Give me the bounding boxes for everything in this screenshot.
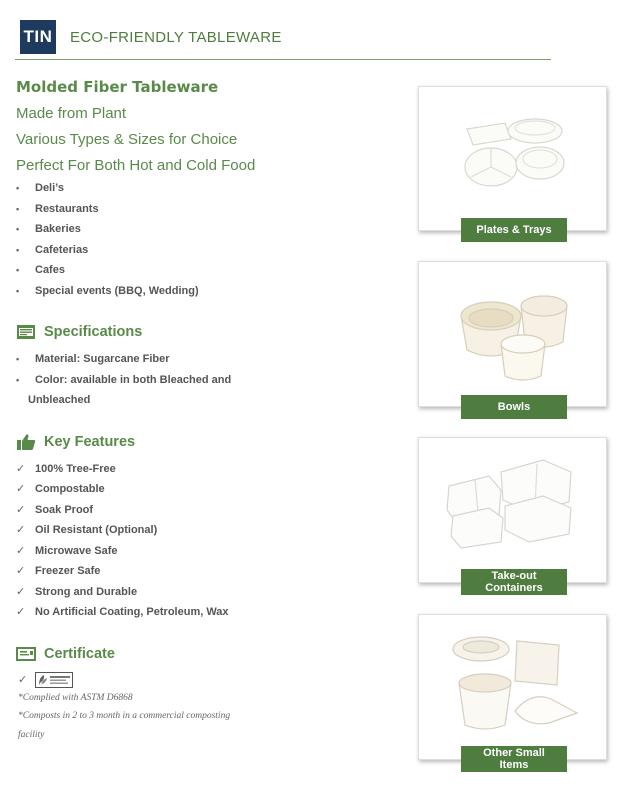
list-item-text: No Artificial Coating, Petroleum, Wax <box>35 606 229 618</box>
check-icon: ✓ <box>16 462 26 475</box>
list-item <box>16 541 406 562</box>
check-icon: ✓ <box>16 565 26 577</box>
product-card-small-items <box>418 614 607 771</box>
document-icon <box>16 324 36 340</box>
check-icon: ✓ <box>16 503 26 516</box>
content-column <box>16 78 406 744</box>
thumbs-up-icon <box>16 434 36 450</box>
small-items-photo <box>419 615 606 759</box>
list-item-text: Oil Resistant (Optional) <box>35 524 158 536</box>
list-item-text: Deli’s <box>35 182 64 194</box>
specifications-heading <box>16 321 406 343</box>
list-item: • Restaurants <box>16 202 99 215</box>
specifications-list <box>16 349 406 390</box>
list-item-text: Compostable <box>35 483 105 495</box>
list-item-text: 100% Tree-Free <box>35 462 116 475</box>
list-item-text: Bakeries <box>35 223 81 235</box>
certificate-icon <box>16 646 36 662</box>
certificate-note: *Composts in 2 to 3 month in a commercial composting <box>18 711 231 721</box>
list-item-continuation: Unbleached <box>28 394 91 406</box>
product-label: Take-out Containers <box>461 569 567 595</box>
subheading: Made from Plant <box>16 105 127 122</box>
product-label: Bowls <box>461 395 567 419</box>
key-features-heading <box>16 431 406 453</box>
uses-list <box>16 178 406 301</box>
check-icon: ✓ <box>16 483 26 495</box>
list-item <box>16 479 406 500</box>
list-item-text: Restaurants <box>35 202 99 215</box>
product-card-plates <box>418 86 607 236</box>
check-icon: ✓ <box>16 544 26 557</box>
product-card-containers <box>418 437 607 594</box>
list-item: • Special events (BBQ, Wedding) <box>16 284 199 297</box>
list-item-text: Microwave Safe <box>35 544 118 557</box>
section-title: Key Features <box>44 433 136 450</box>
list-item <box>16 582 406 603</box>
key-features-list <box>16 459 406 623</box>
section-title: Specifications <box>44 324 143 340</box>
header-divider <box>15 59 551 60</box>
certificate-note: *Complied with ASTM D6868 <box>18 692 133 703</box>
list-item: • Deli’s <box>16 182 64 194</box>
certificate-note: facility <box>18 729 45 740</box>
list-item <box>16 520 406 541</box>
check-icon: ✓ <box>16 585 26 598</box>
check-icon: ✓ <box>16 606 26 618</box>
list-item-text: Color: available in both Bleached and <box>35 373 232 386</box>
bowls-photo <box>419 262 606 406</box>
list-item-text: Soak Proof <box>35 503 94 516</box>
certificate-heading <box>16 643 406 665</box>
takeout-containers-photo <box>419 438 606 582</box>
list-item-text: Cafes <box>35 264 65 276</box>
subheading: Various Types & Sizes for Choice <box>16 131 238 148</box>
product-label: Other Small Items <box>461 746 567 772</box>
list-item-text: Freezer Safe <box>35 565 101 577</box>
section-title: Certificate <box>44 645 115 662</box>
list-item: • Bakeries <box>16 223 81 235</box>
list-item <box>16 459 406 480</box>
list-item: • Cafes <box>16 264 65 276</box>
list-item <box>16 602 406 623</box>
document-title: ECO-FRIENDLY TABLEWARE <box>70 28 282 46</box>
list-item: • Cafeterias <box>16 243 89 256</box>
list-item-text: Strong and Durable <box>35 585 138 598</box>
seedling-logo-icon <box>35 672 73 688</box>
list-item-text: Material: Sugarcane Fiber <box>35 353 170 365</box>
plates-and-trays-photo <box>419 87 606 230</box>
list-item <box>16 500 406 521</box>
check-icon: ✓ <box>18 674 28 686</box>
product-label: Plates & Trays <box>461 218 567 242</box>
list-item-text: Special events (BBQ, Wedding) <box>35 284 199 297</box>
list-item <box>16 561 406 582</box>
list-item-text: Cafeterias <box>35 243 89 256</box>
list-item: • Color: available in both Bleached and <box>16 373 232 386</box>
list-item: • Material: Sugarcane Fiber <box>16 353 170 365</box>
subheading: Perfect For Both Hot and Cold Food <box>16 157 256 174</box>
main-heading: Molded Fiber Tableware <box>16 78 219 96</box>
certificate-badge-row <box>16 671 406 689</box>
header <box>20 20 282 54</box>
product-card-bowls <box>418 261 607 413</box>
check-icon: ✓ <box>16 524 26 536</box>
company-logo: TIN <box>20 20 56 54</box>
